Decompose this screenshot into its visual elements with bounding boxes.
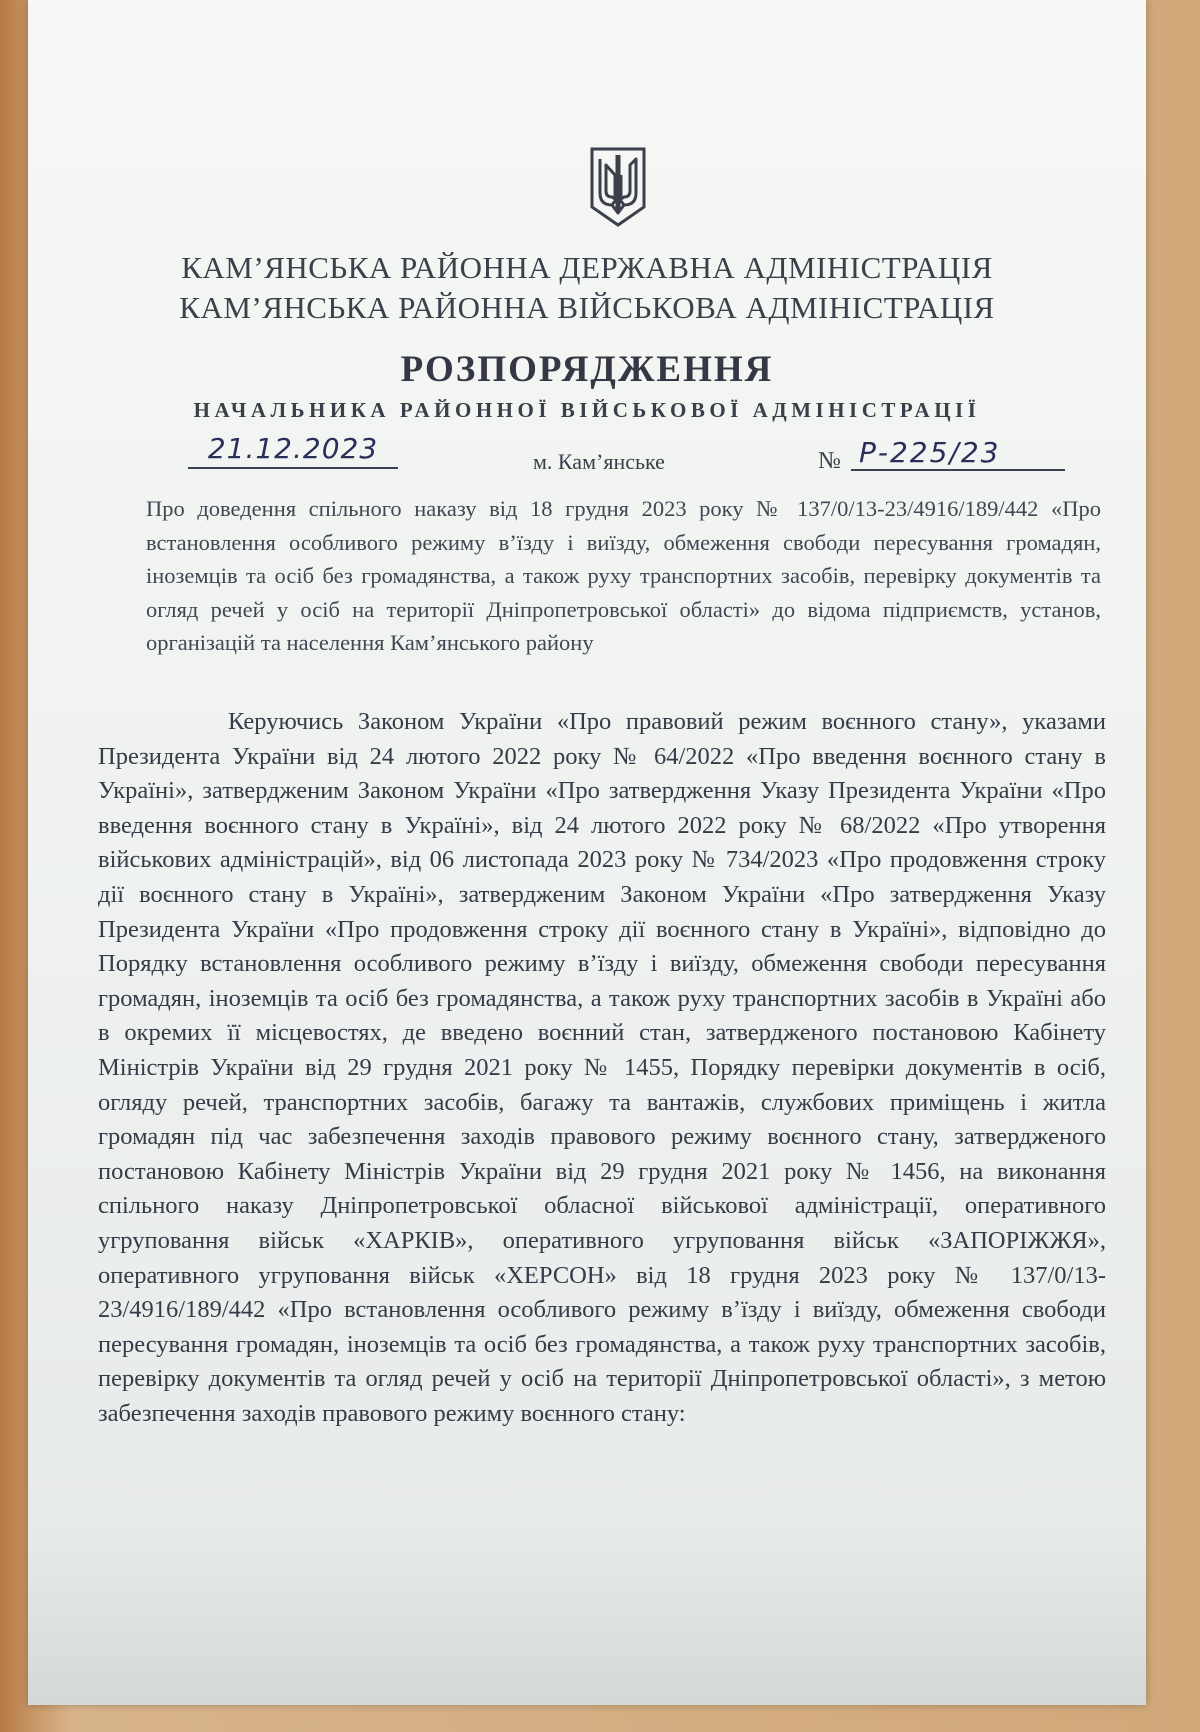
number-label: № [818, 448, 841, 474]
trident-icon [588, 145, 648, 229]
handwritten-document-number: Р-225/23 [851, 436, 1065, 471]
issue-city: м. Кам’янське [533, 449, 665, 474]
document-title: РОЗПОРЯДЖЕННЯ [400, 349, 774, 390]
document-subject: Про доведення спільного наказу від 18 грудня 2023 року № 137/0/13-23/4916/189/442 «Про встановлення особливого режиму в’їзду і виїзду, обмеження свободи пересування громадян, іноземців та осіб без громадянства, а також руху транспортних засобів, перевірку документів та огляд речей у осіб на території Дніпропетровської області» до відома підприємств, установ, організацій та населення Кам’янського району [146, 496, 1101, 655]
document-body-paragraph: Керуючись Законом України «Про правовий режим воєнного стану», указами Президента України від 24 лютого 2022 року № 64/2022 «Про введення воєнного стану в Україні», затвердженим Законом України «Про затвердження Указу Президента України «Про введення воєнного стану в Україні», від 24 лютого 2022 року № 68/2022 «Про утворення військових адміністрацій», від 06 листопада 2023 року № 734/2023 «Про продовження строку дії воєнного стану в Україні», затвердженим Законом України «Про затвердження Указу Президента України «Про продовження строку дії воєнного стану в Україні», відповідно до Порядку встановлення особливого режиму в’їзду і виїзду, обмеження свободи пересування громадян, іноземців та осіб без громадянства, а також руху транспортних засобів в Україні або в окремих її місцевостях, де введено воєнний стан, затвердженого постановою Кабінету Міністрів України від 29 грудня 2021 року № 1455, Порядку перевірки документів в осіб, огляду речей, транспортних засобів, багажу та вантажів, службових приміщень і житла громадян під час забезпечення заходів правового режиму воєнного стану, затвердженого постановою Кабінету Міністрів України від 29 грудня 2021 року № 1456, на виконання спільного наказу Дніпропетровської обласної військової адміністрації, оперативного угруповання військ «ХАРКІВ», оперативного угруповання військ «ЗАПОРІЖЖЯ», оперативного угруповання військ «ХЕРСОН» від 18 грудня 2023 року № 137/0/13-23/4916/189/442 «Про встановлення особливого режиму в’їзду і виїзду, обмеження свободи пересування громадян, іноземців та осіб без громадянства, а також руху транспортних засобів, перевірку документів та огляд речей у осіб на території Дніпропетровської області», з метою забезпечення заходів правового режиму воєнного стану: [98, 708, 1106, 1427]
document-page [28, 0, 1146, 1705]
administration-name-military: КАМ’ЯНСЬКА РАЙОННА ВІЙСЬКОВА АДМІНІСТРАЦІЯ [179, 290, 995, 325]
handwritten-date: 21.12.2023 [188, 432, 398, 469]
document-subtitle: НАЧАЛЬНИКА РАЙОННОЇ ВІЙСЬКОВОЇ АДМІНІСТРАЦІЇ [193, 398, 981, 422]
administration-name-state: КАМ’ЯНСЬКА РАЙОННА ДЕРЖАВНА АДМІНІСТРАЦІЯ [181, 250, 993, 285]
